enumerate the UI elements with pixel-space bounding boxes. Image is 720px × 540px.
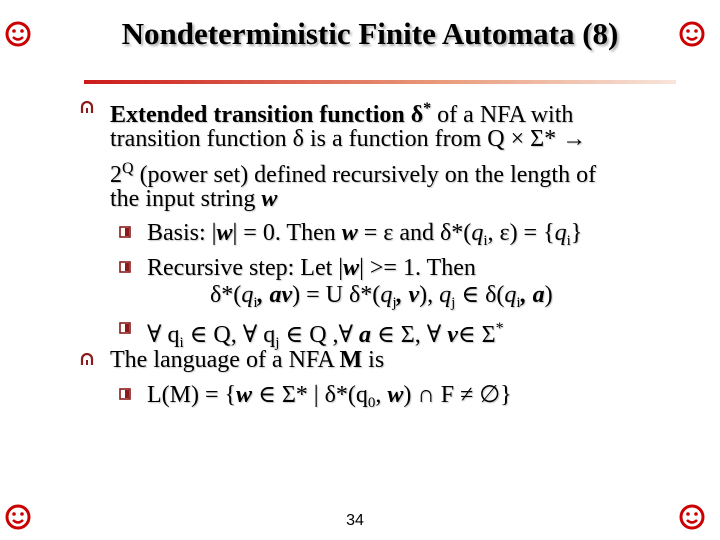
language-definition xyxy=(147,380,512,418)
text: ∈ Σ xyxy=(457,322,496,348)
text: ), xyxy=(419,282,440,308)
subscript: i xyxy=(566,233,571,249)
text: ∈ Σ* | δ*(q xyxy=(252,382,368,408)
var-w: w xyxy=(387,382,404,408)
bullet-icon xyxy=(80,101,94,115)
var-v: v xyxy=(447,322,458,348)
text: ∈ δ( xyxy=(455,282,505,308)
text: , ε) = { xyxy=(487,220,555,246)
corner-ornament-icon xyxy=(4,20,32,48)
subscript: i xyxy=(516,295,521,311)
var-w: w xyxy=(343,255,360,281)
text: ) ∩ F ≠ ∅} xyxy=(403,382,512,408)
language-line xyxy=(110,345,384,375)
sub-bullet-icon xyxy=(119,322,131,334)
sub-bullet-icon xyxy=(119,261,131,273)
extended-transition-text: Extended transition function δ xyxy=(110,102,424,128)
sub-bullet-icon xyxy=(119,226,131,238)
var-q: q xyxy=(241,282,254,308)
text: ) xyxy=(544,282,553,308)
var-q: q xyxy=(504,282,517,308)
bullet-icon xyxy=(80,353,94,367)
slide-title: Nondeterministic Finite Automata (8) xyxy=(121,16,619,51)
text: 2 xyxy=(110,162,122,188)
subscript: j xyxy=(392,295,397,311)
superscript-q: Q xyxy=(122,160,134,177)
sub-bullet-icon xyxy=(119,388,131,400)
text: | = 0. Then xyxy=(232,220,342,246)
text: δ*( xyxy=(210,282,242,308)
recursive-line xyxy=(147,253,476,283)
text: L(M) = { xyxy=(147,382,237,408)
text: Recursive step: Let | xyxy=(147,255,344,281)
text: ∈ Σ, ∀ xyxy=(371,322,448,348)
text: ) = U δ*( xyxy=(292,282,381,308)
subscript: i xyxy=(179,335,184,351)
basis-line xyxy=(147,218,582,256)
corner-ornament-icon xyxy=(678,503,706,531)
corner-ornament-icon xyxy=(4,503,32,531)
var-a: , a xyxy=(520,282,545,308)
text: of a NFA with xyxy=(431,102,574,128)
text: = ε and xyxy=(357,220,440,246)
subscript: j xyxy=(275,335,280,351)
superscript: * xyxy=(495,320,504,337)
text: Basis: | xyxy=(147,220,217,246)
subscript: j xyxy=(451,295,456,311)
subscript: i xyxy=(253,295,258,311)
var-w: w xyxy=(261,186,278,212)
var-a: a xyxy=(359,322,372,348)
var-w: w xyxy=(341,220,358,246)
text: | >= 1. Then xyxy=(359,255,476,281)
text: ∈ Q, ∀ q xyxy=(183,322,276,348)
bullet-line-4 xyxy=(110,184,277,214)
subscript: i xyxy=(483,233,488,249)
recursive-formula xyxy=(210,280,553,318)
text: (power set) defined recursively on the length of xyxy=(133,162,597,188)
text: , xyxy=(375,382,388,408)
var-v: , v xyxy=(396,282,420,308)
text: δ*( xyxy=(440,220,472,246)
text: ∀ q xyxy=(147,322,180,348)
star-superscript: * xyxy=(423,100,432,117)
var-q: q xyxy=(380,282,393,308)
var-q: q xyxy=(471,220,484,246)
var-w: w xyxy=(236,382,253,408)
corner-ornament-icon xyxy=(678,20,706,48)
var-q: q xyxy=(554,220,567,246)
text: ∈ Q ,∀ xyxy=(279,322,360,348)
subscript: 0 xyxy=(367,395,376,411)
var-q: q xyxy=(439,282,452,308)
title-divider xyxy=(84,80,676,84)
text: the input string xyxy=(110,186,262,212)
var-av: , av xyxy=(257,282,293,308)
var-m: M xyxy=(339,347,363,373)
text: } xyxy=(570,220,583,246)
text: The language of a NFA xyxy=(110,347,340,373)
page-number: 34 xyxy=(346,512,364,529)
text: is xyxy=(362,347,385,373)
var-w: w xyxy=(216,220,233,246)
bullet-line-2: transition function δ is a function from Q × Σ* → xyxy=(110,126,587,152)
